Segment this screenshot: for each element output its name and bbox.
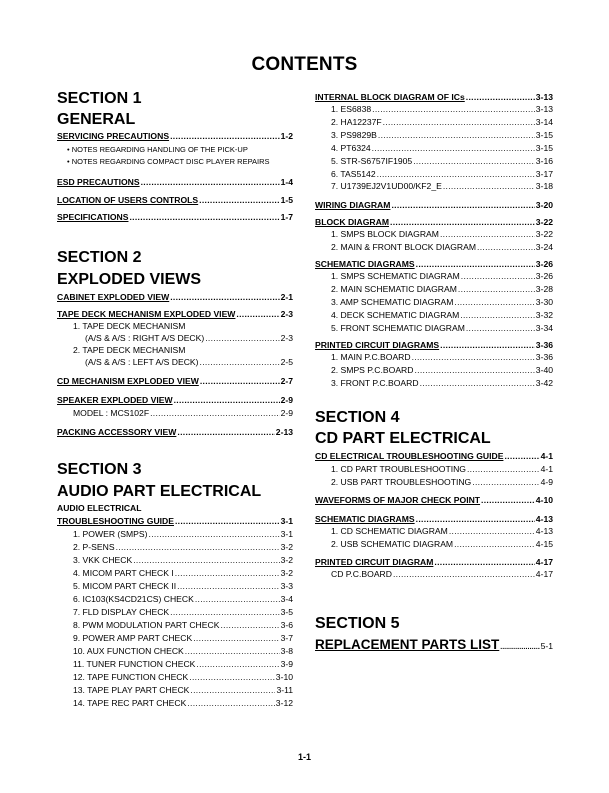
entry-page: 3-2 — [280, 542, 293, 552]
entry-page: 3-22 — [535, 229, 553, 239]
entry-page: 3-2 — [280, 555, 293, 565]
toc-subentry[interactable] — [315, 156, 553, 167]
entry-title: 1. CD PART TROUBLESHOOTING — [331, 464, 466, 474]
entry-page: 2-9 — [280, 408, 293, 418]
entry-page: 3-34 — [535, 323, 553, 333]
toc-entry-cd-printed-circuit[interactable] — [315, 557, 553, 568]
toc-subentry[interactable] — [315, 323, 553, 334]
page-title: CONTENTS — [251, 54, 358, 75]
entry-page: 3-15 — [535, 143, 553, 153]
leader-dots — [466, 323, 535, 334]
leader-dots — [413, 156, 535, 167]
leader-dots — [383, 117, 535, 128]
toc-subentry[interactable] — [315, 104, 553, 115]
note-pickup: • NOTES REGARDING HANDLING OF THE PICK-UP — [67, 145, 248, 154]
toc-entry-cd-schematic[interactable] — [315, 514, 553, 525]
toc-entry-tape-deck[interactable] — [57, 309, 293, 320]
leader-dots — [391, 200, 534, 211]
leader-dots — [175, 516, 280, 527]
entry-title: 2. USB SCHEMATIC DIAGRAM — [331, 539, 454, 549]
entry-page: 2-1 — [280, 292, 293, 302]
entry-title: 2. MAIN SCHEMATIC DIAGRAM — [331, 284, 457, 294]
toc-subentry[interactable] — [315, 143, 553, 154]
leader-dots — [472, 477, 539, 488]
entry-title: CD MECHANISM EXPLODED VIEW — [57, 376, 199, 386]
toc-subentry[interactable] — [315, 242, 553, 253]
section-1-label: SECTION 1 — [57, 90, 142, 107]
audio-electrical-label: AUDIO ELECTRICAL — [57, 503, 142, 513]
entry-page: 3-1 — [280, 529, 293, 539]
entry-title: 3. VKK CHECK — [73, 555, 133, 565]
entry-title: 12. TAPE FUNCTION CHECK — [73, 672, 189, 682]
entry-page: 3-1 — [280, 516, 293, 526]
leader-dots — [190, 685, 275, 696]
toc-subentry[interactable] — [57, 659, 293, 670]
leader-dots — [467, 464, 540, 475]
leader-dots — [454, 539, 535, 550]
leader-dots — [461, 271, 535, 282]
entry-page: 3-2 — [280, 568, 293, 578]
entry-page: 4-10 — [535, 495, 553, 505]
section-2-label: SECTION 2 — [57, 249, 142, 266]
toc-entry-tape-deck-left[interactable] — [57, 357, 293, 368]
toc-entry-replacement-parts[interactable] — [315, 637, 553, 656]
entry-page: 3-11 — [276, 685, 293, 695]
leader-dots — [378, 130, 535, 141]
leader-dots — [420, 378, 535, 389]
entry-title: WAVEFORMS OF MAJOR CHECK POINT — [315, 495, 481, 505]
entry-title: 3. AMP SCHEMATIC DIAGRAM — [331, 297, 454, 307]
entry-title: 14. TAPE REC PART CHECK — [73, 698, 187, 708]
toc-subentry[interactable] — [57, 698, 293, 709]
entry-page: 4-1 — [540, 464, 553, 474]
entry-title: 5. STR-S6757IF1905 — [331, 156, 413, 166]
entry-page: 3-26 — [535, 259, 553, 269]
toc-entry-schematic[interactable] — [315, 259, 553, 270]
entry-page: 3-16 — [535, 156, 553, 166]
toc-entry-servicing[interactable] — [57, 131, 293, 142]
tape-deck-2-label: 2. TAPE DECK MECHANISM — [73, 345, 186, 355]
leader-dots — [458, 284, 535, 295]
entry-page: 1-2 — [280, 131, 293, 141]
entry-page: 3-36 — [535, 352, 553, 362]
leader-dots — [460, 310, 535, 321]
entry-title: 13. TAPE PLAY PART CHECK — [73, 685, 190, 695]
entry-page: 3-20 — [535, 200, 553, 210]
toc-subentry[interactable] — [57, 672, 293, 683]
entry-page: 4-13 — [535, 526, 553, 536]
entry-title: PRINTED CIRCUIT DIAGRAM — [315, 557, 434, 567]
leader-dots — [175, 568, 280, 579]
entry-page: 5-1 — [540, 641, 553, 651]
toc-subentry[interactable] — [315, 477, 553, 488]
entry-page: 3-32 — [535, 310, 553, 320]
entry-page: 4-9 — [540, 477, 553, 487]
leader-dots — [193, 633, 279, 644]
entry-page: 3-7 — [280, 633, 293, 643]
entry-title: 2. HA12237F — [331, 117, 382, 127]
toc-entry-location[interactable] — [57, 195, 293, 206]
entry-title: INTERNAL BLOCK DIAGRAM OF ICs — [315, 92, 465, 102]
toc-subentry[interactable] — [315, 526, 553, 537]
toc-subentry[interactable] — [315, 130, 553, 141]
entry-page: 2-7 — [280, 376, 293, 386]
entry-title: 3. PS9829B — [331, 130, 377, 140]
leader-dots — [416, 259, 535, 270]
entry-title: SERVICING PRECAUTIONS — [57, 131, 170, 141]
entry-page: 3-9 — [280, 659, 293, 669]
entry-page: 4-17 — [535, 557, 553, 567]
entry-title: ESD PRECAUTIONS — [57, 177, 140, 187]
entry-title: 1. CD SCHEMATIC DIAGRAM — [331, 526, 448, 536]
entry-page: 3-3 — [280, 581, 293, 591]
toc-entry-esd[interactable] — [57, 177, 293, 188]
entry-title: LOCATION OF USERS CONTROLS — [57, 195, 199, 205]
entry-page: 1-5 — [280, 195, 293, 205]
entry-page: 3-24 — [535, 242, 553, 252]
toc-entry-internal-block[interactable] — [315, 92, 553, 103]
entry-title: (A/S & A/S : LEFT A/S DECK) — [85, 357, 199, 367]
leader-dots — [149, 529, 280, 540]
toc-subentry[interactable] — [315, 539, 553, 550]
entry-title: 9. POWER AMP PART CHECK — [73, 633, 193, 643]
toc-subentry[interactable] — [315, 352, 553, 363]
entry-page: 3-40 — [535, 365, 553, 375]
entry-page: 2-13 — [275, 427, 293, 437]
leader-dots — [414, 365, 534, 376]
entry-title: 1. SMPS BLOCK DIAGRAM — [331, 229, 439, 239]
leader-dots — [141, 177, 280, 188]
section-5-label: SECTION 5 — [315, 615, 400, 632]
entry-page: 2-9 — [280, 395, 293, 405]
toc-subentry[interactable] — [315, 271, 553, 282]
leader-dots — [477, 242, 535, 253]
entry-title: TAPE DECK MECHANISM EXPLODED VIEW — [57, 309, 236, 319]
toc-entry-speaker[interactable] — [57, 395, 293, 406]
leader-dots — [170, 292, 279, 303]
entry-title: 10. AUX FUNCTION CHECK — [73, 646, 184, 656]
leader-dots — [116, 542, 280, 553]
leader-dots — [504, 451, 539, 462]
toc-entry-printed-circuit[interactable] — [315, 340, 553, 351]
toc-subentry[interactable] — [57, 542, 293, 553]
entry-title: 6. IC103(KS4CD21CS) CHECK — [73, 594, 194, 604]
entry-page: 3-30 — [535, 297, 553, 307]
entry-page: 3-36 — [535, 340, 553, 350]
entry-title: 5. MICOM PART CHECK II — [73, 581, 177, 591]
entry-page: 3-18 — [535, 181, 553, 191]
entry-title: 6. TAS5142 — [331, 169, 376, 179]
section-1-name: GENERAL — [57, 111, 136, 128]
section-2-name: EXPLODED VIEWS — [57, 271, 202, 288]
toc-subentry[interactable] — [57, 646, 293, 657]
toc-entry-cd-mechanism[interactable] — [57, 376, 293, 387]
entry-title: 2. SMPS P.C.BOARD — [331, 365, 414, 375]
entry-title: 1. POWER (SMPS) — [73, 529, 148, 539]
leader-dots — [200, 357, 280, 368]
toc-entry-troubleshooting[interactable] — [57, 516, 293, 527]
toc-subentry[interactable] — [57, 568, 293, 579]
entry-title: 7. U1739EJ2V1UD00/KF2_E — [331, 181, 442, 191]
leader-dots — [150, 408, 279, 419]
toc-subentry[interactable] — [57, 594, 293, 605]
toc-entry-specifications[interactable] — [57, 212, 293, 223]
leader-dots — [170, 607, 279, 618]
leader-dots — [196, 659, 279, 670]
entry-title: 7. FLD DISPLAY CHECK — [73, 607, 170, 617]
section-4-name: CD PART ELECTRICAL — [315, 430, 491, 447]
leader-dots — [481, 495, 535, 506]
toc-subentry[interactable] — [57, 620, 293, 631]
entry-page: 3-17 — [535, 169, 553, 179]
toc-subentry[interactable] — [315, 229, 553, 240]
section-4-label: SECTION 4 — [315, 409, 400, 426]
note-cd-repairs: • NOTES REGARDING COMPACT DISC PLAYER REPAIRS — [67, 157, 270, 166]
toc-subentry[interactable] — [315, 181, 553, 192]
entry-title: 4. PT6324 — [331, 143, 371, 153]
toc-entry-model[interactable] — [57, 408, 293, 419]
entry-page: 4-13 — [535, 514, 553, 524]
toc-entry-wiring[interactable] — [315, 200, 553, 211]
entry-title: CABINET EXPLODED VIEW — [57, 292, 170, 302]
leader-dots — [377, 169, 535, 180]
entry-title: 2. P-SENS — [73, 542, 115, 552]
entry-page: 3-10 — [275, 672, 293, 682]
entry-page: 2-5 — [280, 357, 293, 367]
section-3-name: AUDIO PART ELECTRICAL — [57, 483, 262, 500]
toc-entry-cd-troubleshooting[interactable] — [315, 451, 553, 462]
toc-subentry[interactable] — [57, 555, 293, 566]
entry-title: 2. MAIN & FRONT BLOCK DIAGRAM — [331, 242, 477, 252]
toc-entry-waveforms[interactable] — [315, 495, 553, 506]
entry-page: 3-14 — [535, 117, 553, 127]
entry-title: CD ELECTRICAL TROUBLESHOOTING GUIDE — [315, 451, 504, 461]
toc-subentry[interactable] — [315, 310, 553, 321]
entry-page: 3-13 — [535, 92, 553, 102]
toc-entry-cabinet[interactable] — [57, 292, 293, 303]
leader-dots — [500, 637, 539, 656]
toc-subentry[interactable] — [315, 378, 553, 389]
entry-page: 4-1 — [540, 451, 553, 461]
leader-dots — [440, 229, 535, 240]
leader-dots — [236, 309, 279, 320]
toc-subentry[interactable] — [315, 284, 553, 295]
entry-page: 3-4 — [280, 594, 293, 604]
leader-dots — [372, 104, 535, 115]
toc-entry-tape-deck-right[interactable] — [57, 333, 293, 344]
leader-dots — [185, 646, 280, 657]
entry-page: 3-8 — [280, 646, 293, 656]
toc-subentry[interactable] — [315, 297, 553, 308]
leader-dots — [412, 352, 535, 363]
entry-page: 3-15 — [535, 130, 553, 140]
entry-title: BLOCK DIAGRAM — [315, 217, 389, 227]
entry-title: 2. USB PART TROUBLESHOOTING — [331, 477, 472, 487]
leader-dots — [189, 672, 275, 683]
entry-title: WIRING DIAGRAM — [315, 200, 391, 210]
leader-dots — [177, 581, 279, 592]
leader-dots — [177, 427, 274, 438]
toc-subentry[interactable] — [315, 365, 553, 376]
entry-page: 3-12 — [275, 698, 293, 708]
entry-page: 3-42 — [535, 378, 553, 388]
leader-dots — [200, 376, 280, 387]
leader-dots — [199, 195, 279, 206]
toc-subentry[interactable] — [315, 117, 553, 128]
leader-dots — [205, 333, 279, 344]
leader-dots — [454, 297, 534, 308]
entry-title: SPEAKER EXPLODED VIEW — [57, 395, 173, 405]
entry-title: CD P.C.BOARD — [331, 569, 392, 579]
toc-subentry[interactable] — [57, 529, 293, 540]
leader-dots — [187, 698, 274, 709]
entry-page: 3-13 — [535, 104, 553, 114]
entry-page: 1-7 — [280, 212, 293, 222]
toc-entry-block[interactable] — [315, 217, 553, 228]
leader-dots — [443, 181, 535, 192]
leader-dots — [416, 514, 535, 525]
entry-page: 1-4 — [280, 177, 293, 187]
entry-title: 1. ES6838 — [331, 104, 372, 114]
toc-subentry[interactable] — [315, 169, 553, 180]
entry-page: 2-3 — [280, 309, 293, 319]
leader-dots — [390, 217, 535, 228]
leader-dots — [174, 395, 280, 406]
toc-subentry[interactable] — [57, 607, 293, 618]
entry-page: 3-5 — [280, 607, 293, 617]
entry-page: 2-3 — [280, 333, 293, 343]
entry-title: 8. PWM MODULATION PART CHECK — [73, 620, 220, 630]
entry-title: 11. TUNER FUNCTION CHECK — [73, 659, 196, 669]
entry-title: PRINTED CIRCUIT DIAGRAMS — [315, 340, 440, 350]
toc-subentry[interactable] — [57, 685, 293, 696]
entry-title: 1. MAIN P.C.BOARD — [331, 352, 411, 362]
toc-subentry[interactable] — [57, 581, 293, 592]
entry-title: TROUBLESHOOTING GUIDE — [57, 516, 174, 526]
leader-dots — [466, 92, 535, 103]
entry-title: SPECIFICATIONS — [57, 212, 129, 222]
entry-title: MODEL : MCS102F — [73, 408, 150, 418]
entry-title: SCHEMATIC DIAGRAMS — [315, 259, 415, 269]
tape-deck-1-label: 1. TAPE DECK MECHANISM — [73, 321, 186, 331]
leader-dots — [393, 569, 535, 580]
leader-dots — [220, 620, 279, 631]
entry-title: (A/S & A/S : RIGHT A/S DECK) — [85, 333, 205, 343]
entry-page: 3-26 — [535, 271, 553, 281]
page-number: 1-1 — [297, 752, 311, 762]
entry-title: 4. MICOM PART CHECK I — [73, 568, 174, 578]
toc-subentry[interactable] — [57, 633, 293, 644]
entry-page: 3-28 — [535, 284, 553, 294]
leader-dots — [195, 594, 280, 605]
leader-dots — [449, 526, 535, 537]
entry-page: 3-22 — [535, 217, 553, 227]
entry-title: 5. FRONT SCHEMATIC DIAGRAM — [331, 323, 465, 333]
entry-page: 3-6 — [280, 620, 293, 630]
entry-page: 4-15 — [535, 539, 553, 549]
leader-dots — [133, 555, 279, 566]
leader-dots — [372, 143, 535, 154]
leader-dots — [440, 340, 535, 351]
leader-dots — [129, 212, 279, 223]
toc-subentry[interactable] — [315, 464, 553, 475]
entry-title: 3. FRONT P.C.BOARD — [331, 378, 419, 388]
entry-title: 1. SMPS SCHEMATIC DIAGRAM — [331, 271, 460, 281]
toc-entry-packing[interactable] — [57, 427, 293, 438]
entry-title: SCHEMATIC DIAGRAMS — [315, 514, 415, 524]
leader-dots — [434, 557, 534, 568]
entry-title: PACKING ACCESSORY VIEW — [57, 427, 177, 437]
leader-dots — [170, 131, 280, 142]
entry-title: 4. DECK SCHEMATIC DIAGRAM — [331, 310, 460, 320]
toc-entry-cd-pc-board[interactable] — [315, 569, 553, 580]
section-3-label: SECTION 3 — [57, 461, 142, 478]
entry-title: REPLACEMENT PARTS LIST — [315, 637, 500, 652]
entry-page: 4-17 — [535, 569, 553, 579]
